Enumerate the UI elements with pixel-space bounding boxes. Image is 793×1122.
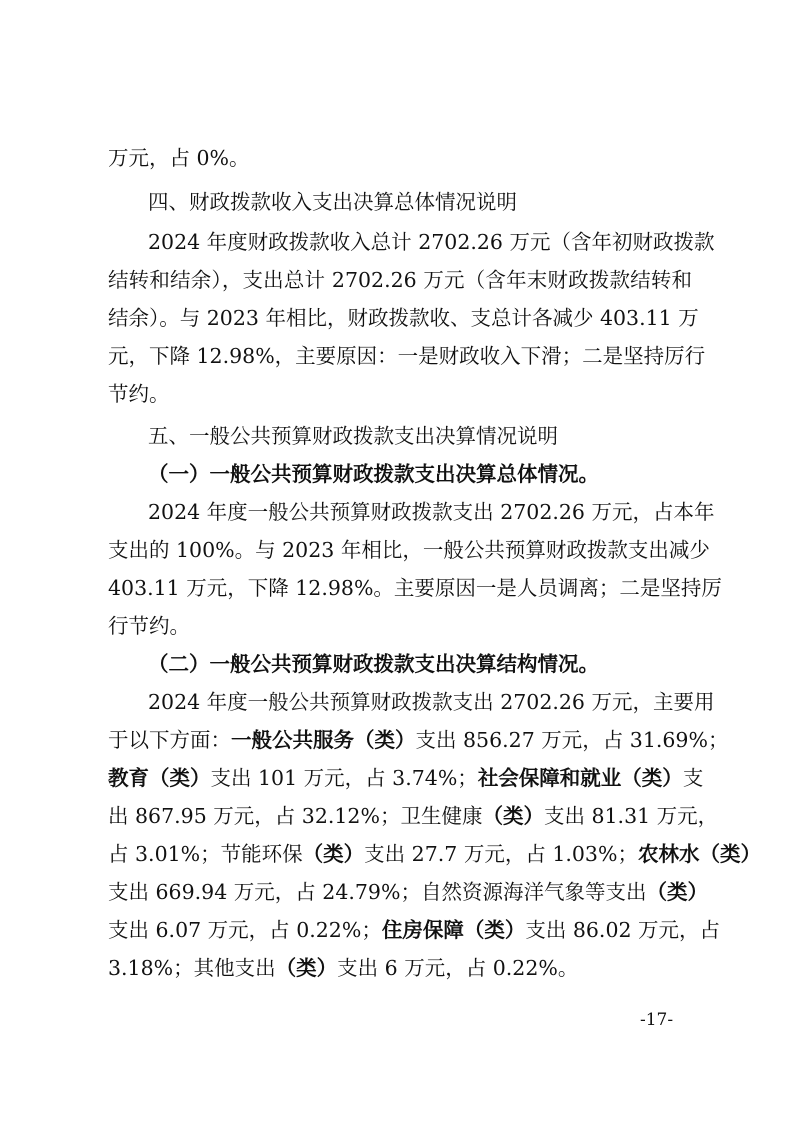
subsection-heading-2: （二）一般公共预算财政拨款支出决算结构情况。: [148, 652, 599, 676]
text-line: 于以下方面：一般公共服务（类）支出 856.27 万元，占 31.69%；: [108, 728, 729, 752]
text-line: 3.18%；其他支出（类）支出 6 万元，占 0.22%。: [108, 956, 579, 980]
section-heading-4: 四、财政拨款收入支出决算总体情况说明: [148, 190, 517, 214]
section-heading-5: 五、一般公共预算财政拨款支出决算情况说明: [148, 424, 558, 448]
text-line: 2024 年度财政拨款收入总计 2702.26 万元（含年初财政拨款: [148, 230, 715, 254]
page-number: -17-: [640, 1010, 674, 1030]
text-line: 节约。: [108, 382, 170, 406]
text-line: 403.11 万元，下降 12.98%。主要原因一是人员调离；二是坚持厉: [108, 576, 722, 600]
text-line: 2024 年度一般公共预算财政拨款支出 2702.26 万元，占本年: [148, 500, 715, 524]
text-line: 行节约。: [108, 614, 190, 638]
text-line: 支出 669.94 万元，占 24.79%；自然资源海洋气象等支出（类）: [108, 880, 708, 904]
text-line: 支出的 100%。与 2023 年相比，一般公共预算财政拨款支出减少: [108, 538, 710, 562]
text-line: 万元，占 0%。: [108, 146, 250, 170]
text-line: 元，下降 12.98%，主要原因：一是财政收入下滑；二是坚持厉行: [108, 344, 706, 368]
text-line: 占 3.01%；节能环保（类）支出 27.7 万元，占 1.03%；农林水（类）: [108, 842, 761, 866]
text-line: 出 867.95 万元，占 32.12%；卫生健康（类）支出 81.31 万元，: [108, 804, 719, 828]
text-line: 2024 年度一般公共预算财政拨款支出 2702.26 万元，主要用: [148, 690, 715, 714]
subsection-heading-1: （一）一般公共预算财政拨款支出决算总体情况。: [148, 462, 599, 486]
text-line: 支出 6.07 万元，占 0.22%；住房保障（类）支出 86.02 万元，占: [108, 918, 721, 942]
text-line: 教育（类）支出 101 万元，占 3.74%；社会保障和就业（类）支: [108, 766, 704, 790]
text-line: 结余）。与 2023 年相比，财政拨款收、支总计各减少 403.11 万: [108, 306, 699, 330]
text-line: 结转和结余），支出总计 2702.26 万元（含年末财政拨款结转和: [108, 268, 692, 292]
